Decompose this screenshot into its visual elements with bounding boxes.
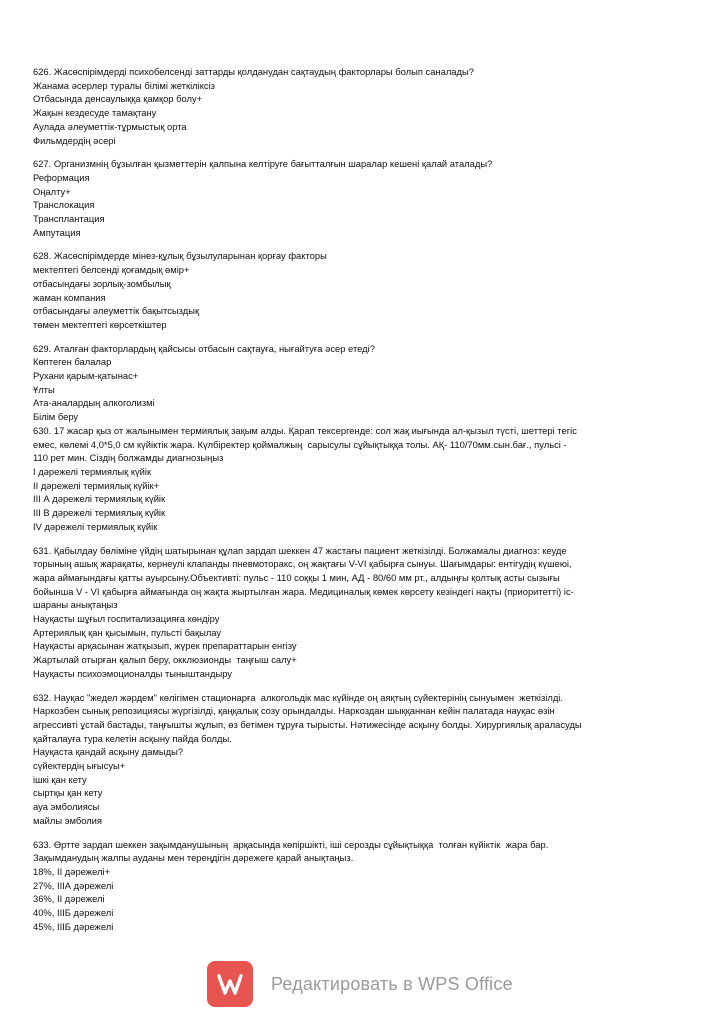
- answer-option: Транслокация: [33, 199, 95, 211]
- answer-option: Ұлты: [33, 383, 55, 395]
- question-text: жара аймағындағы қатты ауырсыну.Объективті: пульс - 110 соққы 1 мин, АД - 80/60 мм рт., алдыңғы қолтық асты сызығы: [33, 571, 560, 583]
- wps-w-logo-icon: [207, 961, 253, 1007]
- answer-option: 18%, II дәрежелі+: [33, 865, 110, 877]
- question-text: 629. Аталған факторлардың қайсысы отбасын сақтауға, нығайтуға әсер етеді?: [33, 342, 375, 354]
- question-text: Наркозбен сынық репозициясы жүргізілді, қаңқалық созу орындалды. Наркоздан шыққаннан кейін палатада науқас өзін: [33, 705, 555, 717]
- edit-in-wps-label: Редактировать в WPS Office: [271, 973, 513, 994]
- question-text: агрессивті ұстай бастады, таңғышты жұлып, өз бетімен тұруға тырысты. Нәтижесінде асқыну болды. Хирургиялық араласуды: [33, 718, 582, 730]
- question-631: [33, 544, 693, 681]
- answer-option: Жанама әсерлер туралы білімі жеткіліксіз: [33, 79, 215, 91]
- answer-option: I дәрежелі термиялық күйік: [33, 465, 152, 477]
- answer-option: Реформация: [33, 171, 90, 183]
- question-630: [33, 424, 693, 534]
- question-text: 632. Науқас "жедел жәрдем" көлігімен стационарға алкогольдік мас күйінде оң аяқтың сүйектерінің сынуымен жеткізілді.: [33, 691, 563, 703]
- answer-option: мектептегі белсенді қоғамдық өмір+: [33, 264, 190, 276]
- answer-option: Оңалту+: [33, 185, 71, 197]
- answer-option: 27%, IIIА дәрежелі: [33, 879, 114, 891]
- answer-option: Отбасында денсаулыққа қамқор болу+: [33, 93, 203, 105]
- question-list: [33, 65, 693, 943]
- answer-option: III В дәрежелі термиялық күйік: [33, 507, 166, 519]
- question-text: қайталауға тура келетін асқыну пайда болды.: [33, 732, 232, 744]
- question-text: 631. Қабылдау бөліміне үйдің шатырынан құлап зардап шеккен 47 жастағы пациент жеткізілді. Болжамалы диагноз: кеуде: [33, 544, 567, 556]
- question-text: Зақымданудың жалпы ауданы мен тереңдігін дәрежеге қарай анықтаңыз.: [33, 852, 354, 864]
- answer-option: II дәрежелі термиялық күйік+: [33, 479, 160, 491]
- answer-option: Фильмдердің әсері: [33, 134, 116, 146]
- question-text: 627. Организмнің бұзылған қызметтерін қалпына келтіруге бағытталғын шаралар кешені қалай аталады?: [33, 158, 493, 170]
- question-626: [33, 65, 693, 147]
- answer-option: Білім беру: [33, 411, 79, 423]
- answer-option: Ампутация: [33, 226, 81, 238]
- question-text: 628. Жасөспірімдерде мінез-құлық бұзылуларынан қорғау факторы: [33, 250, 327, 262]
- question-text: емес, көлемі 4,0*5,0 см күйіктік жара. Күлбіректер қоймалжың сарысулы сұйықтыққа толы. АҚ- 110/70мм.сын.бағ., пульсі -: [33, 438, 567, 450]
- answer-option: Көптеген балалар: [33, 356, 112, 368]
- answer-option: 36%, II дәрежелі: [33, 893, 105, 905]
- answer-option: отбасындағы әлеуметтік бақытсыздық: [33, 305, 200, 317]
- answer-option: Трансплантация: [33, 213, 105, 225]
- question-text: 633. Өртте зардап шеккен зақымданушының арқасында көпіршікті, іші серозды сұйықтыққа толған күйіктік жара бар.: [33, 838, 549, 850]
- answer-option: ішкі қан кету: [33, 773, 87, 785]
- answer-option: III А дәрежелі термиялық күйік: [33, 493, 166, 505]
- answer-option: Жартылай отырған қалып беру, окклюзионды таңғыш салу+: [33, 654, 297, 666]
- answer-option: Науқасты арқасынан жатқызып, жүрек препараттарын енгізу: [33, 640, 297, 652]
- edit-in-wps-banner[interactable]: [207, 960, 513, 1008]
- question-text: Науқаста қандай асқыну дамыды?: [33, 746, 184, 758]
- answer-option: майлы эмболия: [33, 814, 102, 826]
- question-text: торының ашық жарақаты, кернеулі клапанды пневмоторакс, оң жақтағы V-VI қабырға сынуы. Шағымдары: ентігудің күшеюі,: [33, 558, 572, 570]
- answer-option: Артериялық қан қысымын, пульсті бақылау: [33, 626, 222, 638]
- answer-option: 45%, IIIБ дәрежелі: [33, 920, 114, 932]
- answer-option: Жақын кездесуде тамақтану: [33, 107, 157, 119]
- question-627: [33, 157, 693, 239]
- question-text: бойынша V - VI қабырға аймағында оң жақта жыртылған жара. Медициналық көмек көрсету кезіндегі нақты (приоритетті) іс-: [33, 585, 574, 597]
- answer-option: төмен мектептегі көрсеткіштер: [33, 318, 167, 330]
- question-text: 630. 17 жасар қыз от жалынымен термиялық зақым алды. Қарап тексергенде: сол жақ иығында ал-қызыл түсті, шеттері тегіс: [33, 424, 577, 436]
- answer-option: 40%, IIIБ дәрежелі: [33, 907, 114, 919]
- answer-option: Рухани қарым-қатынас+: [33, 370, 139, 382]
- question-628: [33, 249, 693, 331]
- answer-option: Науқасты психоэмоционалды тыныштандыру: [33, 667, 232, 679]
- question-633: [33, 838, 693, 934]
- answer-option: ауа эмболиясы: [33, 801, 100, 813]
- question-text: 110 рет мин. Сіздің болжамды диагнозыңыз: [33, 452, 224, 464]
- answer-option: Аулада әлеуметтік-тұрмыстық орта: [33, 120, 187, 132]
- answer-option: сыртқы қан кету: [33, 787, 103, 799]
- answer-option: жаман компания: [33, 291, 106, 303]
- question-632: [33, 691, 693, 828]
- question-text: 626. Жасөспірімдерді психобелсенді заттарды қолданудан сақтаудың факторлары болып саналады?: [33, 66, 474, 77]
- answer-option: Ата-аналардың алкоголизмі: [33, 397, 155, 409]
- question-629: [33, 342, 693, 424]
- answer-option: отбасындағы зорлық-зомбылық: [33, 277, 171, 289]
- question-text: шараны анықтаңыз: [33, 599, 118, 611]
- answer-option: IV дәрежелі термиялық күйік: [33, 520, 158, 532]
- answer-option: сүйектердің ығысуы+: [33, 760, 126, 772]
- answer-option: Науқасты шұғыл госпитализацияға көндіру: [33, 613, 220, 625]
